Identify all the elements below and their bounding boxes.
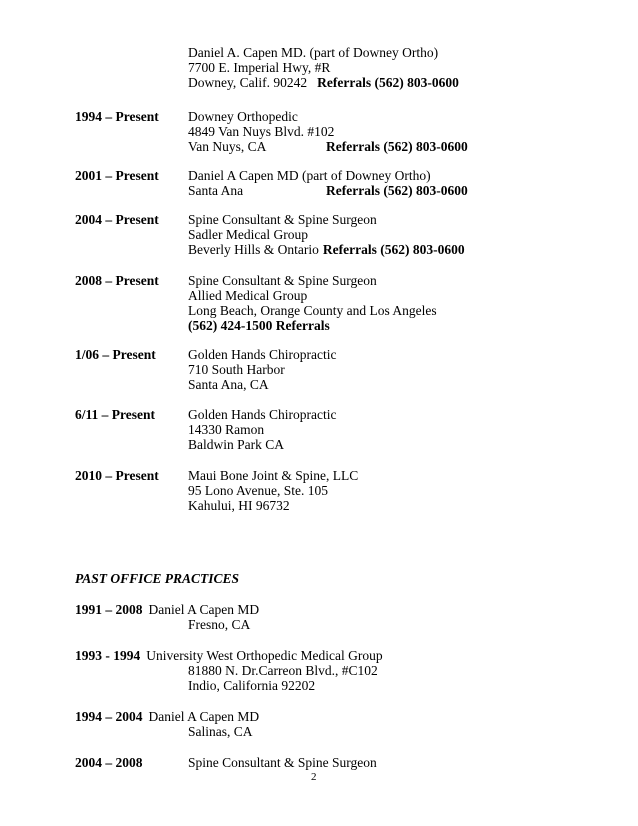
entry-line: Downey Orthopedic bbox=[188, 109, 298, 124]
entry-date: 2008 – Present bbox=[75, 273, 159, 288]
entry-date: 1993 - 1994 bbox=[75, 648, 141, 663]
referral-phone: Referrals (562) 803-0600 bbox=[322, 242, 465, 257]
entry-line: Beverly Hills & Ontario Referrals (562) 803-0600 bbox=[188, 242, 465, 257]
entry-line: Golden Hands Chiropractic bbox=[188, 347, 337, 362]
referral-phone: Referrals (562) 803-0600 bbox=[326, 183, 468, 198]
intro-line: 7700 E. Imperial Hwy, #R bbox=[188, 60, 331, 75]
entry-line: 81880 N. Dr.Carreon Blvd., #C102 bbox=[188, 663, 378, 678]
entry-row: 1994 – 2004 Daniel A Capen MD bbox=[75, 709, 260, 724]
entry-row: 1993 - 1994 University West Orthopedic Medical Group bbox=[75, 648, 383, 663]
entry-line: 4849 Van Nuys Blvd. #102 bbox=[188, 124, 335, 139]
entry-line: Long Beach, Orange County and Los Angeles bbox=[188, 303, 437, 318]
entry-date: 2004 – 2008 bbox=[75, 755, 143, 770]
entry-date: 1/06 – Present bbox=[75, 347, 156, 362]
entry-date: 2001 – Present bbox=[75, 168, 159, 183]
entry-line: Spine Consultant & Spine Surgeon bbox=[188, 273, 377, 288]
entry-line: Spine Consultant & Spine Surgeon bbox=[188, 755, 377, 770]
entry-line: Santa Ana, CA bbox=[188, 377, 269, 392]
intro-line: Daniel A. Capen MD. (part of Downey Ortho) bbox=[188, 45, 439, 60]
entry-line: Allied Medical Group bbox=[188, 288, 308, 303]
page-number: 2 bbox=[311, 771, 317, 783]
entry-line: 95 Lono Avenue, Ste. 105 bbox=[188, 483, 328, 498]
entry-date: 2010 – Present bbox=[75, 468, 159, 483]
entry-line: Kahului, HI 96732 bbox=[188, 498, 290, 513]
entry-line: Fresno, CA bbox=[188, 617, 251, 632]
entry-date: 1994 – Present bbox=[75, 109, 159, 124]
entry-date: 1994 – 2004 bbox=[75, 709, 143, 724]
entry-line: Indio, California 92202 bbox=[188, 678, 316, 693]
entry-line: 14330 Ramon bbox=[188, 422, 265, 437]
section-heading: PAST OFFICE PRACTICES bbox=[75, 571, 240, 586]
entry-date: 1991 – 2008 bbox=[75, 602, 143, 617]
entry-date: 2004 – Present bbox=[75, 212, 159, 227]
entry-line: Daniel A Capen MD (part of Downey Ortho) bbox=[188, 168, 431, 183]
intro-line: Downey, Calif. 90242 Referrals (562) 803-0600 bbox=[188, 75, 459, 90]
entry-line: Golden Hands Chiropractic bbox=[188, 407, 337, 422]
referral-phone: Referrals (562) 803-0600 bbox=[326, 139, 468, 154]
entry-line: Maui Bone Joint & Spine, LLC bbox=[188, 468, 359, 483]
entry-line: Salinas, CA bbox=[188, 724, 253, 739]
referral-phone: Referrals (562) 803-0600 bbox=[317, 75, 459, 90]
referral-phone: (562) 424-1500 Referrals bbox=[188, 318, 330, 333]
entry-row: 1991 – 2008 Daniel A Capen MD bbox=[75, 602, 260, 617]
entry-line: Baldwin Park CA bbox=[188, 437, 284, 452]
entry-line: Van Nuys, CA bbox=[188, 139, 267, 154]
entry-line: 710 South Harbor bbox=[188, 362, 285, 377]
entry-line: Sadler Medical Group bbox=[188, 227, 308, 242]
entry-date: 6/11 – Present bbox=[75, 407, 155, 422]
entry-line: Santa Ana bbox=[188, 183, 244, 198]
entry-line: Spine Consultant & Spine Surgeon bbox=[188, 212, 377, 227]
